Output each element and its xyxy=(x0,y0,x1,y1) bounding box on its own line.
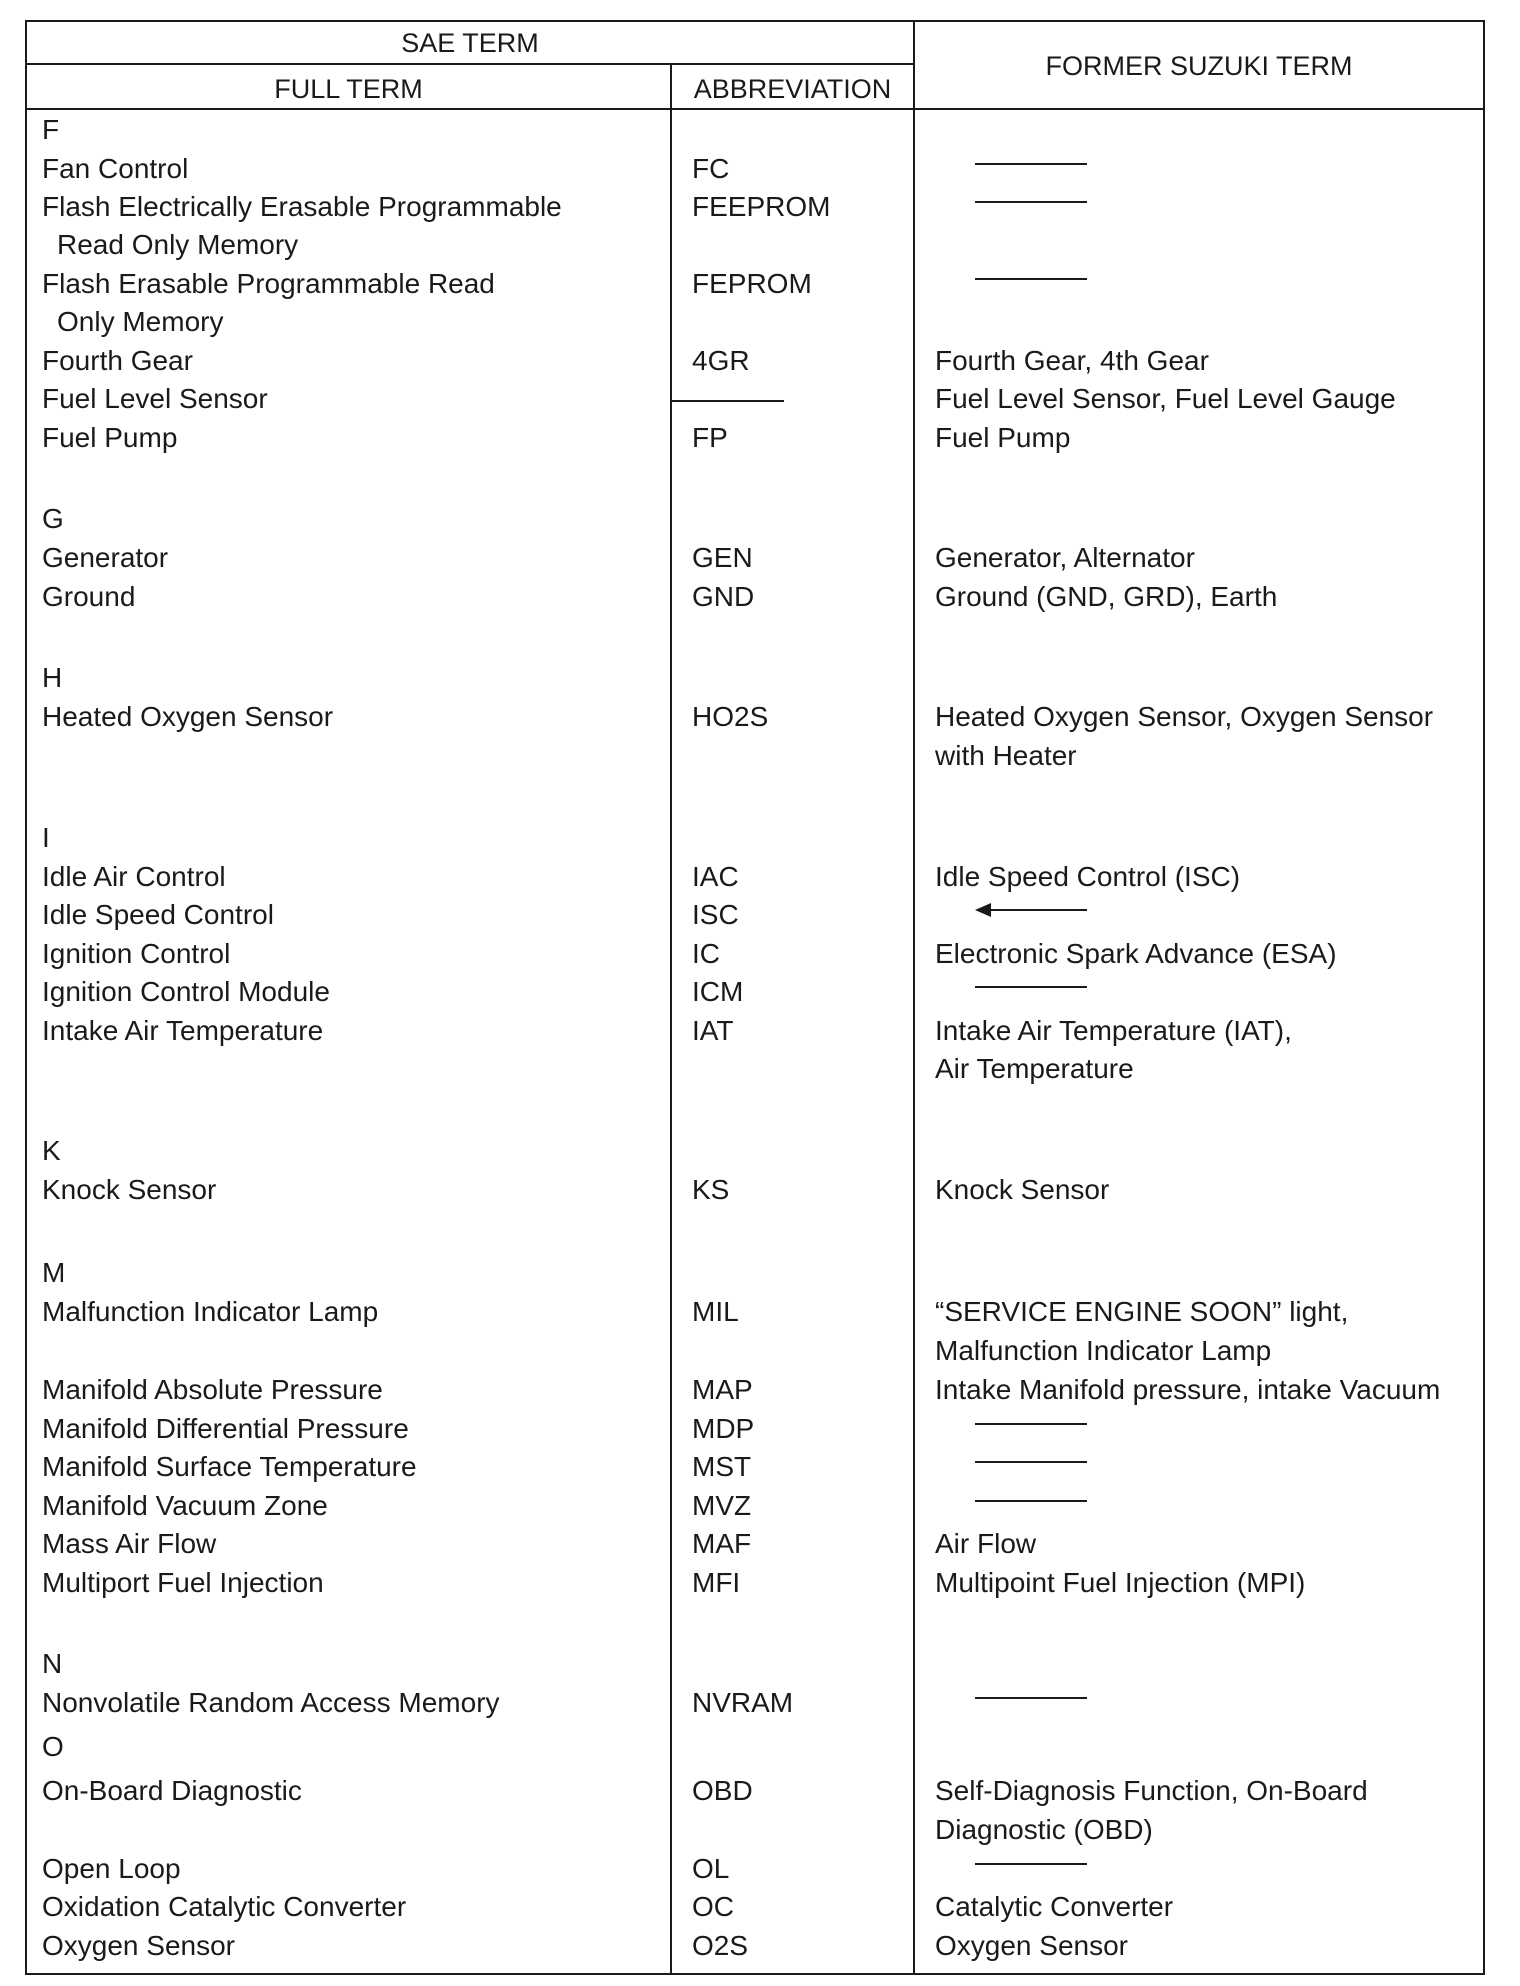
former-term-cell: Fourth Gear, 4th Gear xyxy=(935,345,1209,376)
abbreviation-cell: OC xyxy=(692,1891,734,1922)
full-term-cell: Oxygen Sensor xyxy=(42,1930,235,1961)
former-term-none-dash xyxy=(975,201,1087,203)
header-former-suzuki-term: FORMER SUZUKI TERM xyxy=(1045,51,1353,81)
former-term-none-dash xyxy=(975,1423,1087,1425)
full-term-cell: Flash Erasable Programmable Read xyxy=(42,268,495,299)
abbreviation-cell: MIL xyxy=(692,1296,739,1327)
full-term-cell: Flash Electrically Erasable Programmable xyxy=(42,191,562,222)
abbreviation-cell: FEEPROM xyxy=(692,191,831,222)
full-term-cell: M xyxy=(42,1257,66,1288)
full-term-cell: On-Board Diagnostic xyxy=(42,1775,302,1806)
abbreviation-cell: IAT xyxy=(692,1015,734,1046)
header-full-term: FULL TERM xyxy=(274,74,423,104)
former-term-cell: Generator, Alternator xyxy=(935,542,1195,573)
col-divider-former xyxy=(913,22,915,1973)
full-term-cell: G xyxy=(42,503,64,534)
full-term-cell: Mass Air Flow xyxy=(42,1528,217,1559)
full-term-cell: Heated Oxygen Sensor xyxy=(42,701,334,732)
full-term-cell: I xyxy=(42,822,50,853)
full-term-cell: Manifold Absolute Pressure xyxy=(42,1374,383,1405)
former-term-none-dash xyxy=(975,1863,1087,1865)
abbreviation-cell: MAF xyxy=(692,1528,752,1559)
full-term-cell: Idle Speed Control xyxy=(42,899,274,930)
former-term-cell: Fuel Level Sensor, Fuel Level Gauge xyxy=(935,383,1396,414)
full-term-cell: F xyxy=(42,114,60,145)
full-term-cell: Oxidation Catalytic Converter xyxy=(42,1891,407,1922)
full-term-cell: Fan Control xyxy=(42,153,189,184)
terminology-table xyxy=(25,20,1485,1975)
abbreviation-cell: NVRAM xyxy=(692,1687,794,1718)
former-term-cell: Air Flow xyxy=(935,1528,1037,1559)
full-term-cell: Ignition Control xyxy=(42,938,231,969)
former-term-cell: Multipoint Fuel Injection (MPI) xyxy=(935,1567,1306,1598)
former-term-cell: with Heater xyxy=(935,740,1077,771)
former-term-cell: Electronic Spark Advance (ESA) xyxy=(935,938,1337,969)
header-bottom-line xyxy=(27,108,1483,110)
full-term-cell: Multiport Fuel Injection xyxy=(42,1567,324,1598)
full-term-cell: N xyxy=(42,1648,63,1679)
full-term-cell: Manifold Vacuum Zone xyxy=(42,1490,328,1521)
former-term-cell: Intake Manifold pressure, intake Vacuum xyxy=(935,1374,1441,1405)
full-term-cell: Knock Sensor xyxy=(42,1174,217,1205)
abbreviation-cell: OL xyxy=(692,1853,730,1884)
abbreviation-cell: MFI xyxy=(692,1567,741,1598)
full-term-cell: Malfunction Indicator Lamp xyxy=(42,1296,379,1327)
abbreviation-cell: HO2S xyxy=(692,701,769,732)
full-term-cell: H xyxy=(42,662,63,693)
former-term-cell: Heated Oxygen Sensor, Oxygen Sensor xyxy=(935,701,1434,732)
abbreviation-cell: GND xyxy=(692,581,755,612)
former-term-cell: Catalytic Converter xyxy=(935,1891,1174,1922)
abbreviation-cell: FEPROM xyxy=(692,268,812,299)
former-term-cell: Self-Diagnosis Function, On-Board xyxy=(935,1775,1368,1806)
former-term-cell: Ground (GND, GRD), Earth xyxy=(935,581,1278,612)
full-term-cell: Fourth Gear xyxy=(42,345,193,376)
abbreviation-cell: ISC xyxy=(692,899,739,930)
former-term-cell: “SERVICE ENGINE SOON” light, xyxy=(935,1296,1349,1327)
abbreviation-cell: 4GR xyxy=(692,345,750,376)
abbreviation-cell: MST xyxy=(692,1451,752,1482)
former-term-cell: Fuel Pump xyxy=(935,422,1071,453)
former-term-cell: Oxygen Sensor xyxy=(935,1930,1128,1961)
header-abbreviation: ABBREVIATION xyxy=(693,74,892,104)
abbreviation-cell: KS xyxy=(692,1174,730,1205)
abbreviation-cell: IC xyxy=(692,938,720,969)
abbreviation-cell: ICM xyxy=(692,976,744,1007)
full-term-cell: K xyxy=(42,1135,61,1166)
abbreviation-cell: OBD xyxy=(692,1775,753,1806)
full-term-cell: Manifold Differential Pressure xyxy=(42,1413,409,1444)
header-sae-term: SAE TERM xyxy=(401,28,539,58)
former-term-none-dash xyxy=(975,163,1087,165)
full-term-cell: Open Loop xyxy=(42,1853,181,1884)
former-term-none-dash xyxy=(975,1500,1087,1502)
abbreviation-cell: IAC xyxy=(692,861,739,892)
full-term-cell: Intake Air Temperature xyxy=(42,1015,324,1046)
former-term-cell: Malfunction Indicator Lamp xyxy=(935,1335,1272,1366)
abbreviation-cell: GEN xyxy=(692,542,753,573)
abbreviation-cell: MVZ xyxy=(692,1490,752,1521)
col-divider-abbr xyxy=(670,63,672,1973)
full-term-cell: Fuel Level Sensor xyxy=(42,383,268,414)
abbreviation-cell: MAP xyxy=(692,1374,753,1405)
former-term-cell: Air Temperature xyxy=(935,1053,1134,1084)
former-term-cell: Knock Sensor xyxy=(935,1174,1110,1205)
former-term-cell: Diagnostic (OBD) xyxy=(935,1814,1153,1845)
former-term-none-dash xyxy=(975,1697,1087,1699)
full-term-cell: Generator xyxy=(42,542,169,573)
abbreviation-none-dash xyxy=(672,400,784,402)
full-term-cell: Idle Air Control xyxy=(42,861,226,892)
former-term-none-dash xyxy=(975,986,1087,988)
former-term-none-dash xyxy=(975,278,1087,280)
former-term-cell: Idle Speed Control (ISC) xyxy=(935,861,1241,892)
same-as-above-arrow-icon xyxy=(977,909,1087,911)
full-term-cell: Read Only Memory xyxy=(57,229,299,260)
full-term-cell: Manifold Surface Temperature xyxy=(42,1451,417,1482)
former-term-cell: Intake Air Temperature (IAT), xyxy=(935,1015,1292,1046)
full-term-cell: Ground xyxy=(42,581,136,612)
full-term-cell: Nonvolatile Random Access Memory xyxy=(42,1687,500,1718)
abbreviation-cell: O2S xyxy=(692,1930,749,1961)
abbreviation-cell: FC xyxy=(692,153,730,184)
full-term-cell: Only Memory xyxy=(57,306,224,337)
full-term-cell: Fuel Pump xyxy=(42,422,178,453)
abbreviation-cell: MDP xyxy=(692,1413,755,1444)
abbreviation-cell: FP xyxy=(692,422,728,453)
full-term-cell: Ignition Control Module xyxy=(42,976,330,1007)
full-term-cell: O xyxy=(42,1731,64,1762)
former-term-none-dash xyxy=(975,1461,1087,1463)
header-mid-line xyxy=(27,63,913,65)
